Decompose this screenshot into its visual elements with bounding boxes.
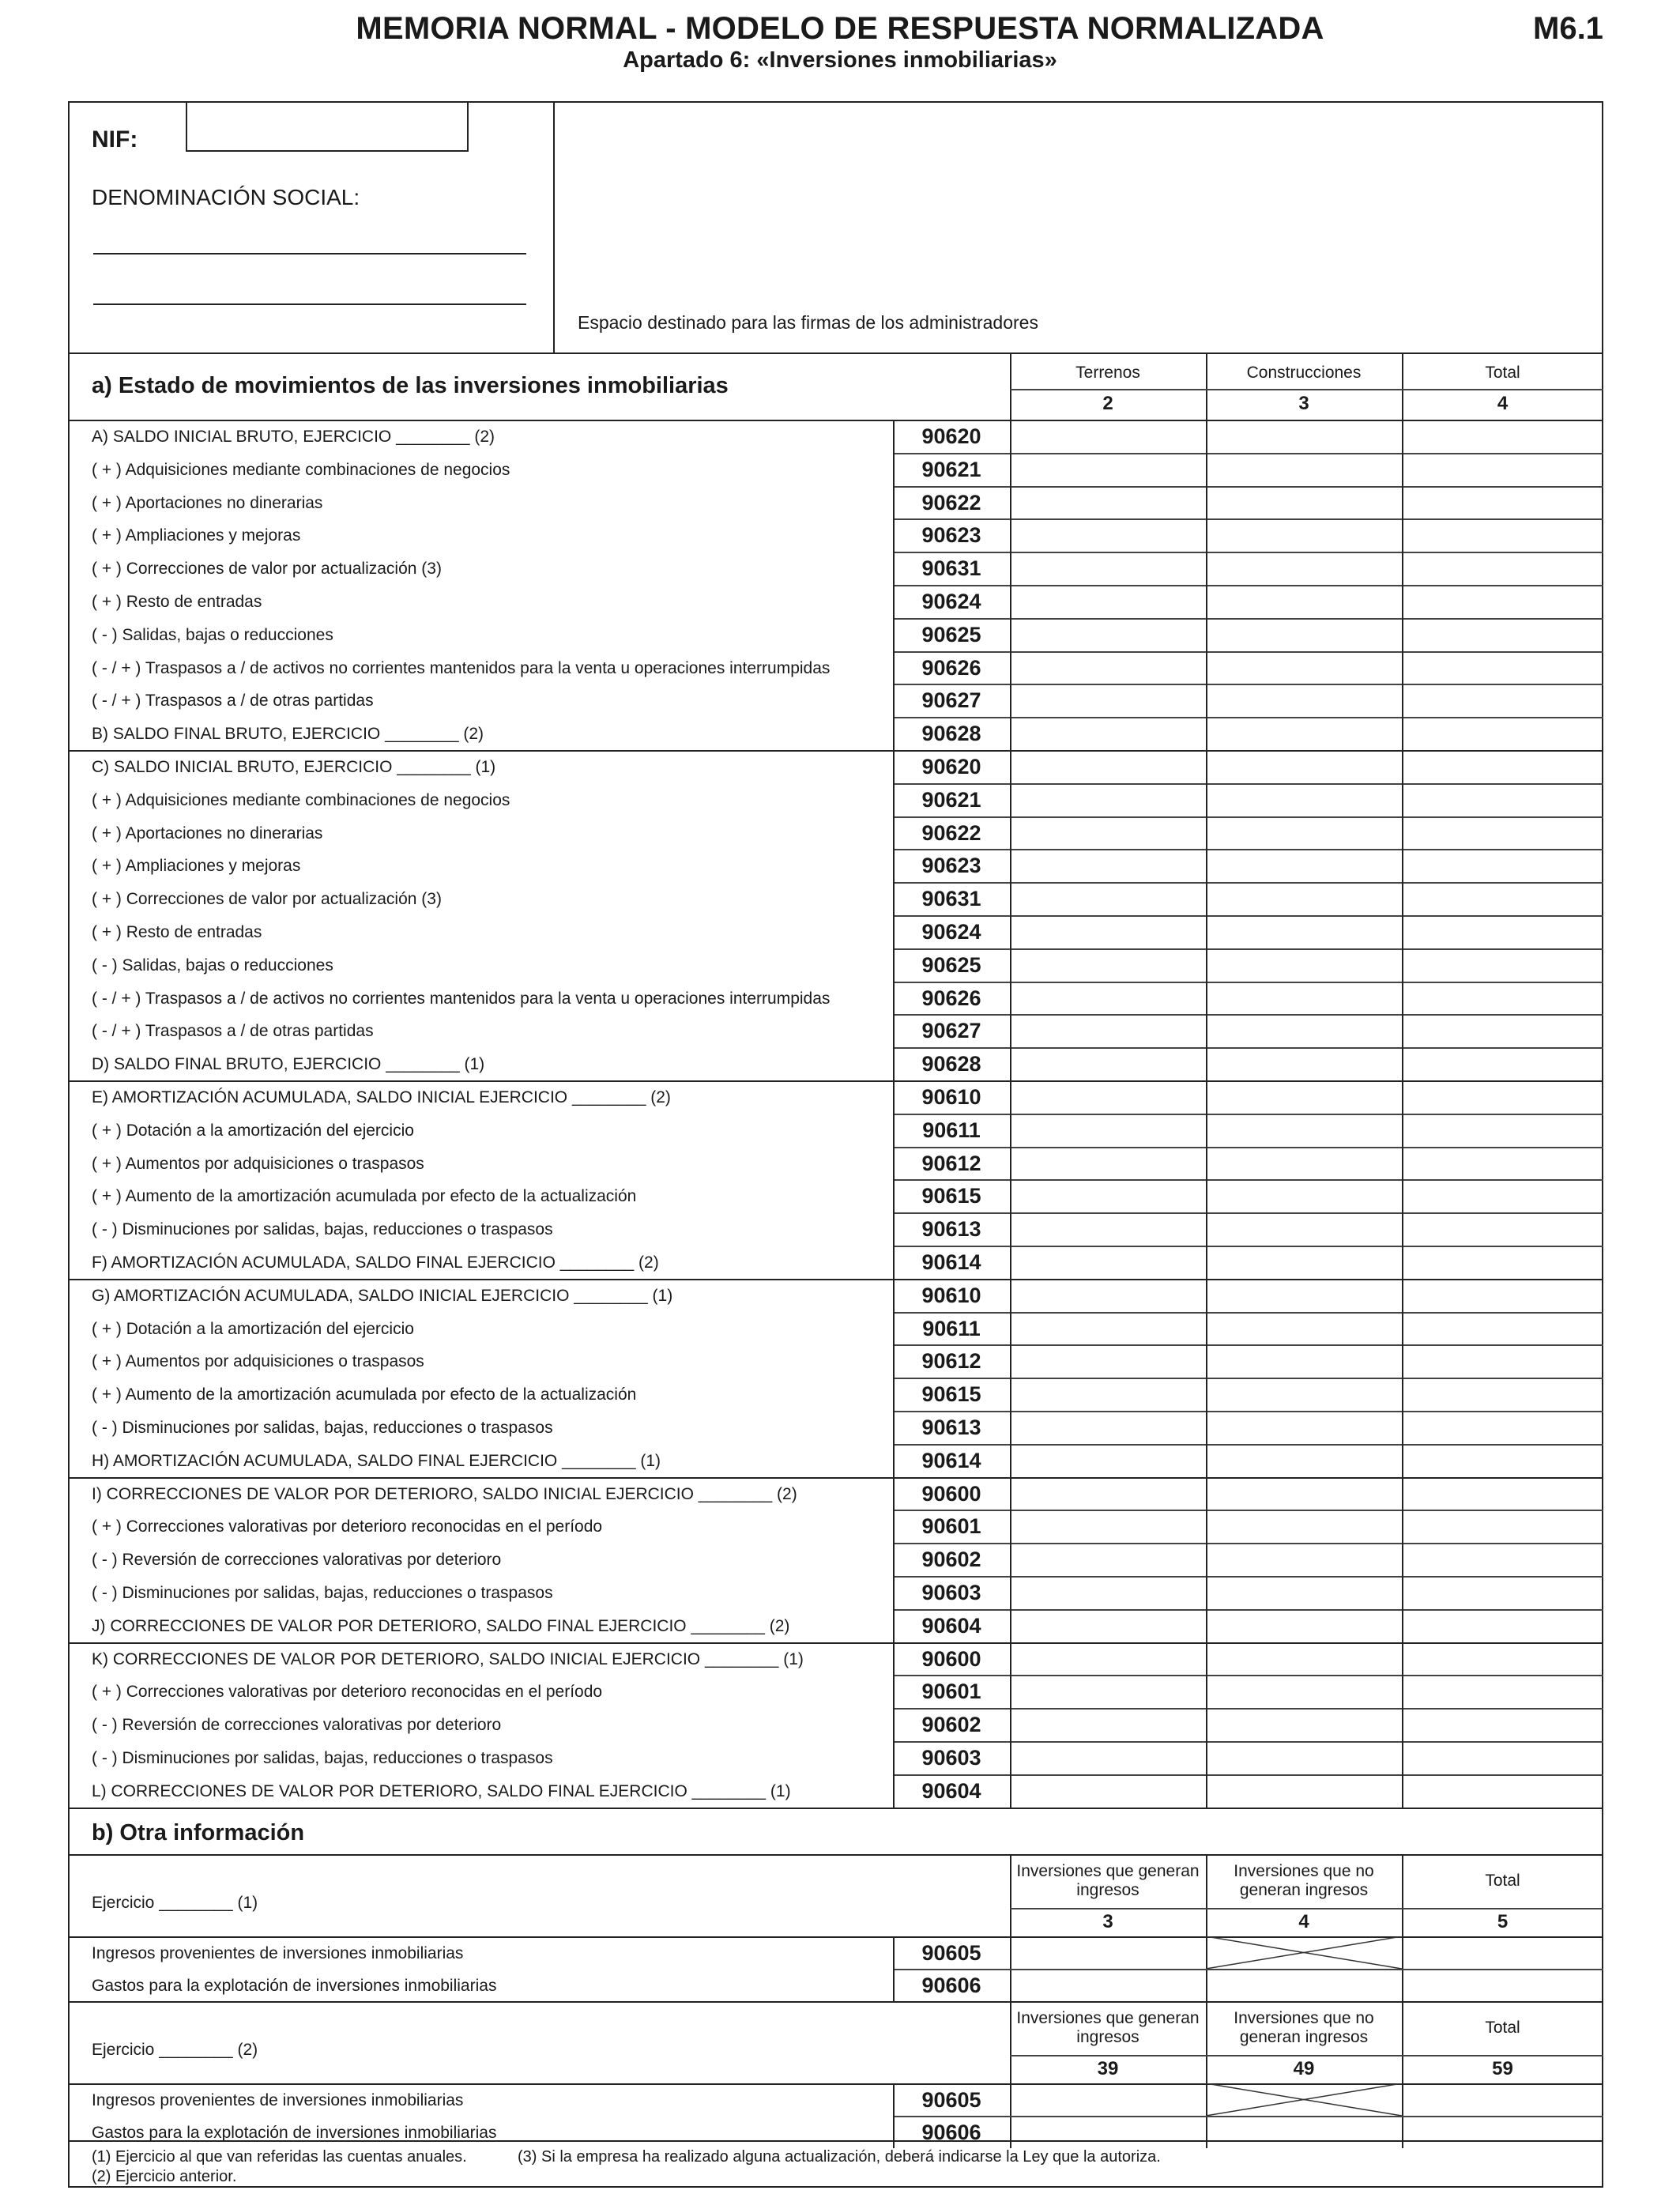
input-total[interactable] <box>1403 1379 1602 1409</box>
row-label: ( + ) Correcciones valorativas por deterioro reconocidas en el período <box>92 1517 603 1536</box>
col-header-label: Total <box>1485 364 1520 382</box>
row-code: 90603 <box>921 1581 981 1604</box>
row-code: 90622 <box>921 490 981 515</box>
row-code: 90625 <box>921 622 981 647</box>
col-header-divider <box>1010 389 1603 390</box>
input-construcciones[interactable] <box>1207 1280 1400 1310</box>
block-row-code: 90605 <box>921 2088 981 2112</box>
block-row-label: Gastos para la explotación de inversiones inmobiliarias <box>92 1977 497 1995</box>
input-terrenos[interactable] <box>1011 620 1204 650</box>
input-construcciones[interactable] <box>1207 1544 1400 1574</box>
input-terrenos[interactable] <box>1011 520 1204 550</box>
block-row-label: Gastos para la explotación de inversiones inmobiliarias <box>92 2124 497 2142</box>
row-code: 90626 <box>921 986 981 1010</box>
row-label: ( + ) Aportaciones no dinerarias <box>92 493 323 512</box>
row-code: 90600 <box>921 1646 981 1671</box>
input-total[interactable] <box>1403 983 1602 1013</box>
col-header-label: Terrenos <box>1075 364 1140 382</box>
block-header-divider <box>1010 1908 1603 1909</box>
cross-mark-icon <box>1206 1936 1402 1969</box>
input-construcciones[interactable] <box>1207 1743 1400 1773</box>
input-total[interactable] <box>1403 586 1602 616</box>
row-code: 90612 <box>921 1349 981 1374</box>
row-code: 90623 <box>921 854 981 878</box>
input-terrenos[interactable] <box>1011 1412 1204 1442</box>
input-terrenos[interactable] <box>1011 454 1204 484</box>
section-a-top-border <box>68 352 1603 354</box>
block-input-cell[interactable] <box>1403 1970 1602 2000</box>
footnotes-top-border <box>68 2140 1603 2142</box>
input-total[interactable] <box>1403 1511 1602 1541</box>
input-construcciones[interactable] <box>1207 454 1400 484</box>
block-top-border <box>68 1854 1603 1856</box>
input-total[interactable] <box>1403 685 1602 715</box>
row-code: 90626 <box>921 655 981 680</box>
input-construcciones[interactable] <box>1207 1247 1400 1277</box>
input-total[interactable] <box>1403 1776 1602 1806</box>
input-total[interactable] <box>1403 850 1602 880</box>
input-total[interactable] <box>1403 1479 1602 1509</box>
row-label: ( + ) Aumentos por adquisiciones o traspasos <box>92 1154 424 1173</box>
row-code: 90613 <box>921 1217 981 1242</box>
row-code: 90621 <box>921 787 981 812</box>
row-code: 90614 <box>921 1250 981 1274</box>
input-terrenos[interactable] <box>1011 1181 1204 1211</box>
row-label: E) AMORTIZACIÓN ACUMULADA, SALDO INICIAL EJERCICIO ________ (2) <box>92 1088 671 1106</box>
nif-label: NIF: <box>92 126 138 153</box>
row-label: ( + ) Dotación a la amortización del ejercicio <box>92 1121 414 1140</box>
row-label: ( + ) Ampliaciones y mejoras <box>92 526 301 545</box>
input-total[interactable] <box>1403 421 1602 451</box>
row-label: ( - ) Disminuciones por salidas, bajas, reducciones o traspasos <box>92 1584 553 1602</box>
input-construcciones[interactable] <box>1207 1676 1400 1706</box>
input-construcciones[interactable] <box>1207 785 1400 815</box>
footnote-2: (2) Ejercicio anterior. <box>92 2168 237 2185</box>
col-header-number: 2 <box>1102 393 1113 414</box>
block-input-cell[interactable] <box>1207 1970 1400 2000</box>
footnote-1: (1) Ejercicio al que van referidas las cuentas anuales. <box>92 2148 467 2166</box>
col-divider-terrenos <box>1010 420 1011 1808</box>
input-total[interactable] <box>1403 520 1602 550</box>
row-label: ( - ) Disminuciones por salidas, bajas, reducciones o traspasos <box>92 1749 553 1767</box>
block-row-code: 90605 <box>921 1941 981 1965</box>
input-construcciones[interactable] <box>1207 1214 1400 1244</box>
denominacion-line-2[interactable] <box>93 303 526 305</box>
row-label: L) CORRECCIONES DE VALOR POR DETERIORO, SALDO FINAL EJERCICIO ________ (1) <box>92 1781 791 1800</box>
row-code: 90613 <box>921 1416 981 1439</box>
input-total[interactable] <box>1403 653 1602 683</box>
input-construcciones[interactable] <box>1207 850 1400 880</box>
nif-field[interactable] <box>186 101 469 152</box>
row-code: 90602 <box>921 1713 981 1737</box>
block-col-header: Inversiones que no generan ingresos <box>1234 2009 1374 2047</box>
block-code-divider <box>893 2083 895 2148</box>
row-code: 90623 <box>921 523 981 548</box>
denominacion-line-1[interactable] <box>93 253 526 254</box>
input-terrenos[interactable] <box>1011 1049 1204 1079</box>
input-total[interactable] <box>1403 1644 1602 1674</box>
code-column-divider <box>893 420 895 1808</box>
input-total[interactable] <box>1403 884 1602 914</box>
group-divider <box>68 1808 1603 1809</box>
input-terrenos[interactable] <box>1011 785 1204 815</box>
input-terrenos[interactable] <box>1011 1446 1204 1476</box>
row-label: ( + ) Correcciones valorativas por deterioro reconocidas en el período <box>92 1683 603 1702</box>
row-code: 90615 <box>921 1382 981 1407</box>
input-terrenos[interactable] <box>1011 1776 1204 1806</box>
page-title: MEMORIA NORMAL - MODELO DE RESPUESTA NORMALIZADA <box>356 11 1324 46</box>
input-terrenos[interactable] <box>1011 1016 1204 1046</box>
row-label: ( + ) Ampliaciones y mejoras <box>92 857 301 876</box>
block-top-border <box>68 2001 1603 2003</box>
row-code: 90627 <box>921 688 981 713</box>
row-code: 90612 <box>921 1151 981 1175</box>
row-label: H) AMORTIZACIÓN ACUMULADA, SALDO FINAL EJERCICIO ________ (1) <box>92 1451 661 1470</box>
input-construcciones[interactable] <box>1207 884 1400 914</box>
input-terrenos[interactable] <box>1011 421 1204 451</box>
block-col-header: Inversiones que generan ingresos <box>1016 2009 1200 2047</box>
input-total[interactable] <box>1403 1578 1602 1608</box>
row-label: ( - ) Reversión de correcciones valorativas por deterioro <box>92 1551 502 1570</box>
input-construcciones[interactable] <box>1207 620 1400 650</box>
row-code: 90602 <box>921 1547 981 1572</box>
input-terrenos[interactable] <box>1011 1148 1204 1178</box>
input-terrenos[interactable] <box>1011 1280 1204 1310</box>
block-col-number: 3 <box>1102 1911 1113 1932</box>
block-col-number: 5 <box>1497 1911 1509 1932</box>
row-label: ( - / + ) Traspasos a / de activos no corrientes mantenidos para la venta u operaciones interrumpidas <box>92 989 831 1008</box>
block-input-cell[interactable] <box>1011 2117 1204 2147</box>
row-label: ( + ) Adquisiciones mediante combinaciones de negocios <box>92 790 510 809</box>
input-terrenos[interactable] <box>1011 884 1204 914</box>
block-input-cell[interactable] <box>1011 2085 1204 2114</box>
input-terrenos[interactable] <box>1011 1743 1204 1773</box>
col-header-number: 4 <box>1497 393 1509 414</box>
input-terrenos[interactable] <box>1011 685 1204 715</box>
input-construcciones[interactable] <box>1207 685 1400 715</box>
page-subtitle: Apartado 6: «Inversiones inmobiliarias» <box>623 47 1057 73</box>
input-terrenos[interactable] <box>1011 653 1204 683</box>
block-code-divider <box>893 1936 895 2001</box>
block-col-number: 49 <box>1293 2058 1315 2079</box>
denominacion-label: DENOMINACIÓN SOCIAL: <box>92 185 360 209</box>
input-total[interactable] <box>1403 1082 1602 1112</box>
row-code: 90614 <box>921 1448 981 1472</box>
row-code: 90627 <box>921 1019 981 1043</box>
input-construcciones[interactable] <box>1207 1346 1400 1376</box>
input-terrenos[interactable] <box>1011 586 1204 616</box>
block-col-header: Total <box>1485 1872 1520 1890</box>
row-code: 90604 <box>921 1778 981 1803</box>
input-total[interactable] <box>1403 1181 1602 1211</box>
input-terrenos[interactable] <box>1011 1676 1204 1706</box>
footnote-3: (3) Si la empresa ha realizado alguna actualización, deberá indicarse la Ley que la autoriza. <box>518 2148 1161 2166</box>
input-construcciones[interactable] <box>1207 586 1400 616</box>
block-col-header: Inversiones que generan ingresos <box>1016 1862 1200 1900</box>
block-input-cell[interactable] <box>1403 2117 1602 2147</box>
row-label: ( - / + ) Traspasos a / de otras partidas <box>92 1022 374 1041</box>
row-label: ( + ) Aumento de la amortización acumulada por efecto de la actualización <box>92 1187 637 1206</box>
input-construcciones[interactable] <box>1207 1379 1400 1409</box>
input-terrenos[interactable] <box>1011 1214 1204 1244</box>
col-header-label: Construcciones <box>1246 364 1362 382</box>
input-total[interactable] <box>1403 1544 1602 1574</box>
section-b-title: b) Otra información <box>92 1819 305 1845</box>
input-total[interactable] <box>1403 1446 1602 1476</box>
row-label: ( - ) Disminuciones por salidas, bajas, reducciones o traspasos <box>92 1220 553 1239</box>
input-terrenos[interactable] <box>1011 752 1204 782</box>
block-col-header: Total <box>1485 2019 1520 2037</box>
block-input-cell[interactable] <box>1011 1938 1204 1967</box>
input-terrenos[interactable] <box>1011 850 1204 880</box>
row-label: ( + ) Adquisiciones mediante combinaciones de negocios <box>92 460 510 479</box>
input-total[interactable] <box>1403 1115 1602 1145</box>
input-construcciones[interactable] <box>1207 1578 1400 1608</box>
input-construcciones[interactable] <box>1207 421 1400 451</box>
row-label: ( - ) Reversión de correcciones valorativas por deterioro <box>92 1716 502 1735</box>
input-construcciones[interactable] <box>1207 1644 1400 1674</box>
input-terrenos[interactable] <box>1011 917 1204 947</box>
row-label: ( - ) Salidas, bajas o reducciones <box>92 625 333 644</box>
input-construcciones[interactable] <box>1207 1776 1400 1806</box>
input-terrenos[interactable] <box>1011 1346 1204 1376</box>
block-col-header: Inversiones que no generan ingresos <box>1234 1862 1374 1900</box>
input-terrenos[interactable] <box>1011 488 1204 518</box>
input-construcciones[interactable] <box>1207 553 1400 583</box>
input-total[interactable] <box>1403 1314 1602 1344</box>
input-construcciones[interactable] <box>1207 1611 1400 1641</box>
input-terrenos[interactable] <box>1011 1314 1204 1344</box>
row-label: ( - / + ) Traspasos a / de otras partidas <box>92 692 374 711</box>
row-code: 90624 <box>921 590 981 613</box>
row-label: ( - ) Salidas, bajas o reducciones <box>92 956 333 974</box>
row-code: 90603 <box>921 1746 981 1770</box>
row-code: 90615 <box>921 1184 981 1208</box>
input-construcciones[interactable] <box>1207 1115 1400 1145</box>
block-row-label: Ingresos provenientes de inversiones inmobiliarias <box>92 2091 464 2109</box>
input-total[interactable] <box>1403 950 1602 980</box>
input-terrenos[interactable] <box>1011 1115 1204 1145</box>
input-total[interactable] <box>1403 1412 1602 1442</box>
block-input-cell[interactable] <box>1403 2085 1602 2114</box>
input-total[interactable] <box>1403 1743 1602 1773</box>
row-code: 90610 <box>921 1085 981 1109</box>
input-construcciones[interactable] <box>1207 488 1400 518</box>
input-total[interactable] <box>1403 1049 1602 1079</box>
form-code: M6.1 <box>1533 11 1603 46</box>
row-code: 90631 <box>921 556 981 581</box>
input-construcciones[interactable] <box>1207 1511 1400 1541</box>
row-label: J) CORRECCIONES DE VALOR POR DETERIORO, SALDO FINAL EJERCICIO ________ (2) <box>92 1616 790 1635</box>
block-input-cell[interactable] <box>1011 1970 1204 2000</box>
row-label: ( + ) Aumentos por adquisiciones o traspasos <box>92 1352 424 1371</box>
row-label: G) AMORTIZACIÓN ACUMULADA, SALDO INICIAL EJERCICIO ________ (1) <box>92 1286 673 1305</box>
input-construcciones[interactable] <box>1207 1016 1400 1046</box>
block-col-number: 59 <box>1492 2058 1513 2079</box>
input-construcciones[interactable] <box>1207 1181 1400 1211</box>
input-construcciones[interactable] <box>1207 752 1400 782</box>
input-total[interactable] <box>1403 620 1602 650</box>
input-terrenos[interactable] <box>1011 1479 1204 1509</box>
input-terrenos[interactable] <box>1011 950 1204 980</box>
input-terrenos[interactable] <box>1011 1511 1204 1541</box>
input-terrenos[interactable] <box>1011 1379 1204 1409</box>
signature-area[interactable] <box>555 103 1602 352</box>
input-construcciones[interactable] <box>1207 1710 1400 1740</box>
row-code: 90611 <box>922 1118 981 1142</box>
cross-mark-icon <box>1206 2083 1402 2116</box>
input-terrenos[interactable] <box>1011 553 1204 583</box>
row-code: 90611 <box>922 1316 981 1340</box>
input-total[interactable] <box>1403 1676 1602 1706</box>
row-label: F) AMORTIZACIÓN ACUMULADA, SALDO FINAL EJERCICIO ________ (2) <box>92 1253 659 1272</box>
input-construcciones[interactable] <box>1207 718 1400 748</box>
input-total[interactable] <box>1403 785 1602 815</box>
input-construcciones[interactable] <box>1207 950 1400 980</box>
row-code: 90600 <box>921 1481 981 1506</box>
input-total[interactable] <box>1403 553 1602 583</box>
row-label: ( + ) Resto de entradas <box>92 593 262 611</box>
input-terrenos[interactable] <box>1011 1644 1204 1674</box>
input-construcciones[interactable] <box>1207 653 1400 683</box>
input-total[interactable] <box>1403 752 1602 782</box>
block-row-code: 90606 <box>921 2120 981 2144</box>
row-code: 90628 <box>921 1052 981 1076</box>
input-total[interactable] <box>1403 718 1602 748</box>
input-total[interactable] <box>1403 1710 1602 1740</box>
block-input-cell[interactable] <box>1207 2117 1400 2147</box>
input-construcciones[interactable] <box>1207 1479 1400 1509</box>
input-total[interactable] <box>1403 1280 1602 1310</box>
row-code: 90601 <box>921 1679 981 1704</box>
row-label: ( - ) Disminuciones por salidas, bajas, reducciones o traspasos <box>92 1419 553 1437</box>
row-label: ( + ) Correcciones de valor por actualización (3) <box>92 890 442 909</box>
input-total[interactable] <box>1403 1016 1602 1046</box>
block-input-cell[interactable] <box>1403 1938 1602 1967</box>
input-construcciones[interactable] <box>1207 1049 1400 1079</box>
input-terrenos[interactable] <box>1011 818 1204 848</box>
row-label: ( + ) Correcciones de valor por actualización (3) <box>92 560 442 579</box>
row-code: 90624 <box>921 920 981 944</box>
ejercicio-label: Ejercicio ________ (1) <box>92 1894 258 1912</box>
row-code: 90601 <box>921 1514 981 1539</box>
row-label: A) SALDO INICIAL BRUTO, EJERCICIO ________ (2) <box>92 428 495 446</box>
input-total[interactable] <box>1403 1247 1602 1277</box>
input-total[interactable] <box>1403 1346 1602 1376</box>
row-label: I) CORRECCIONES DE VALOR POR DETERIORO, SALDO INICIAL EJERCICIO ________ (2) <box>92 1484 797 1503</box>
input-construcciones[interactable] <box>1207 520 1400 550</box>
row-code: 90631 <box>921 887 981 911</box>
col-divider-total <box>1402 420 1403 1808</box>
input-total[interactable] <box>1403 1214 1602 1244</box>
input-total[interactable] <box>1403 818 1602 848</box>
input-construcciones[interactable] <box>1207 1446 1400 1476</box>
input-construcciones[interactable] <box>1207 983 1400 1013</box>
input-terrenos[interactable] <box>1011 1611 1204 1641</box>
input-total[interactable] <box>1403 917 1602 947</box>
input-terrenos[interactable] <box>1011 1247 1204 1277</box>
input-construcciones[interactable] <box>1207 1314 1400 1344</box>
row-code: 90620 <box>921 424 981 448</box>
row-code: 90610 <box>921 1283 981 1307</box>
input-terrenos[interactable] <box>1011 1082 1204 1112</box>
input-terrenos[interactable] <box>1011 1710 1204 1740</box>
input-construcciones[interactable] <box>1207 818 1400 848</box>
block-col-number: 39 <box>1097 2058 1119 2079</box>
block-row-code: 90606 <box>921 1973 981 1997</box>
input-construcciones[interactable] <box>1207 1412 1400 1442</box>
input-construcciones[interactable] <box>1207 1148 1400 1178</box>
signature-area-label: Espacio destinado para las firmas de los administradores <box>578 312 1038 333</box>
row-label: B) SALDO FINAL BRUTO, EJERCICIO ________ (2) <box>92 725 484 744</box>
row-code: 90622 <box>921 820 981 845</box>
row-label: C) SALDO INICIAL BRUTO, EJERCICIO ________ (1) <box>92 758 496 776</box>
input-total[interactable] <box>1403 488 1602 518</box>
row-label: K) CORRECCIONES DE VALOR POR DETERIORO, SALDO INICIAL EJERCICIO ________ (1) <box>92 1649 804 1668</box>
row-label: ( - / + ) Traspasos a / de activos no corrientes mantenidos para la venta u operaciones interrumpidas <box>92 658 831 677</box>
col-header-number: 3 <box>1298 393 1309 414</box>
row-code: 90625 <box>921 952 981 977</box>
input-total[interactable] <box>1403 1611 1602 1641</box>
row-label: D) SALDO FINAL BRUTO, EJERCICIO ________ (1) <box>92 1055 485 1074</box>
row-label: ( + ) Resto de entradas <box>92 923 262 941</box>
input-terrenos[interactable] <box>1011 983 1204 1013</box>
row-code: 90621 <box>921 457 981 481</box>
input-total[interactable] <box>1403 1148 1602 1178</box>
block-row-label: Ingresos provenientes de inversiones inmobiliarias <box>92 1944 464 1962</box>
row-code: 90620 <box>921 755 981 778</box>
block-header-divider <box>1010 2055 1603 2056</box>
row-label: ( + ) Aumento de la amortización acumulada por efecto de la actualización <box>92 1385 637 1404</box>
row-label: ( + ) Aportaciones no dinerarias <box>92 824 323 843</box>
input-total[interactable] <box>1403 454 1602 484</box>
input-terrenos[interactable] <box>1011 1544 1204 1574</box>
input-construcciones[interactable] <box>1207 1082 1400 1112</box>
row-code: 90604 <box>921 1613 981 1638</box>
ejercicio-label: Ejercicio ________ (2) <box>92 2041 258 2059</box>
block-col-number: 4 <box>1298 1911 1309 1932</box>
row-code: 90628 <box>921 722 981 746</box>
col-divider-construcciones <box>1206 420 1207 1808</box>
input-terrenos[interactable] <box>1011 1578 1204 1608</box>
section-a-title: a) Estado de movimientos de las inversiones inmobiliarias <box>92 373 729 398</box>
input-terrenos[interactable] <box>1011 718 1204 748</box>
input-construcciones[interactable] <box>1207 917 1400 947</box>
row-label: ( + ) Dotación a la amortización del ejercicio <box>92 1319 414 1338</box>
